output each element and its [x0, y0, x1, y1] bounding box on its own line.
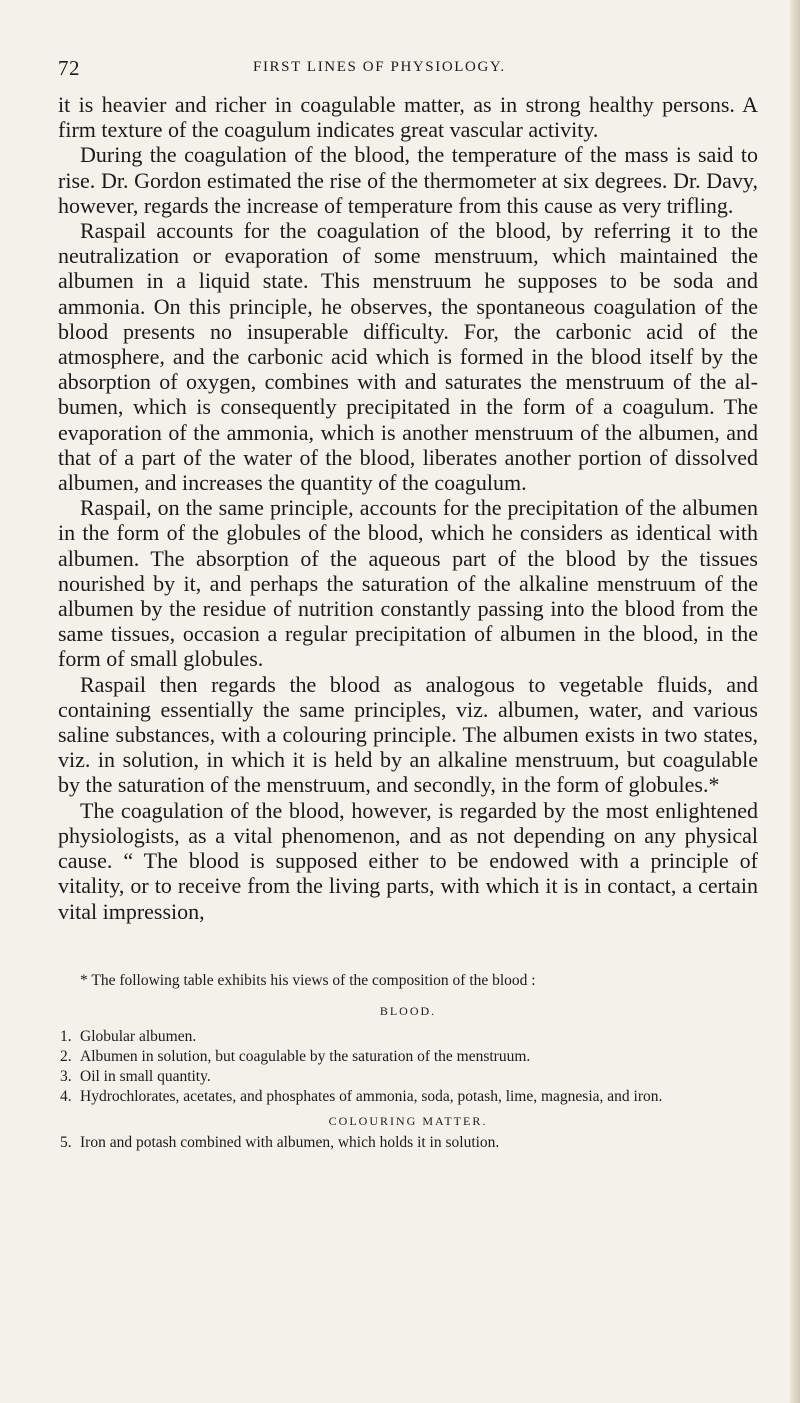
running-head-title: FIRST LINES OF PHYSIOLOGY.	[253, 59, 506, 75]
footnote-item: 3. Oil in small quantity.	[60, 1068, 211, 1085]
footnote-subheading: COLOURING MATTER.	[328, 1114, 488, 1128]
footnote-item-text: Hydrochlorates, acetates, and phosphates of ammonia, soda, potash, lime, magnesia, and iron.	[80, 1088, 663, 1105]
footnote-item: 4. Hydrochlorates, acetates, and phosphates of ammonia, soda, potash, lime, magnesia, and iron.	[60, 1088, 663, 1105]
footnote-item-text: Globular albumen.	[80, 1028, 197, 1045]
paragraph-6: The coagulation of the blood, however, is regarded by the most enlightened physiologists, as a vital phenomenon, and as not depending on any physical cause. “ The blood is supposed either to be endowed with a principle of vitality, or to receive from the living parts, with which it is in contact, a certain vital impression,	[58, 797, 758, 924]
paragraph-2: During the coagulation of the blood, the temperature of the mass is said to rise. Dr. Gordon estimated the rise of the thermometer at six degrees. Dr. Davy, however, regards the increase of temperature from this cause as very trifling.	[58, 142, 758, 218]
paragraph-4: Raspail, on the same principle, accounts for the precipitation of the albumen in the form of the globules of the blood, which he considers as identical with albumen. The absorption of the aqueous part of the blood by the tissues nourished by it, and perhaps the saturation of the alkaline menstruum of the albumen by the residue of nutrition constantly passing into the blood from the same tissues, occasion a regular precipitation of albumen in the blood, in the form of small globules.	[58, 495, 758, 672]
body-text	[58, 92, 758, 924]
footnote-item-text: Oil in small quantity.	[80, 1068, 211, 1085]
footnote-item-text: Iron and potash combined with albumen, which holds it in solution.	[80, 1134, 500, 1151]
paragraph-1: it is heavier and richer in coagulable matter, as in strong healthy persons. A firm texture of the coagulum indicates great vascular activity.	[58, 92, 758, 143]
footnote-list	[58, 1028, 758, 1106]
page-number: 72	[58, 56, 80, 80]
page-edge	[790, 0, 800, 1403]
footnote-item: 5. Iron and potash combined with albumen, which holds it in solution.	[60, 1134, 500, 1151]
running-head	[58, 56, 758, 80]
paragraph-5: Raspail then regards the blood as analogous to vegetable fluids, and containing essentially the same principles, viz. albumen, water, and various saline substances, with a colouring principle. The albumen exists in two states, viz. in solution, in which it is held by an alkaline menstruum, but coagulable by the saturation of the menstruum, and secondly, in the form of globules.*	[58, 671, 758, 798]
paragraph-3: Raspail accounts for the coagulation of the blood, by referring it to the neutralization or evaporation of some menstruum, which maintained the albumen in a liquid state. This menstruum he supposes to be soda and ammonia. On this principle, he observes, the spontaneous coagulation of the blood presents no insuperable difficulty. For, the carbonic acid of the atmosphere, and the carbonic acid which is formed in the blood itself by the absorption of oxygen, combines with and saturates the menstruum of the albumen, which is consequently precipitated in the form of a coagulum. The evaporation of the ammonia, which is another menstruum of the albumen, and that of a part of the water of the blood, liberates another portion of dissolved albumen, and increases the quantity of the coagulum.	[58, 218, 758, 496]
footnote-item: 2. Albumen in solution, but coagulable by the saturation of the menstruum.	[60, 1048, 531, 1065]
footnote-table-heading: BLOOD.	[379, 1004, 437, 1018]
footnote-list-2	[58, 1134, 758, 1152]
footnote-item: 1. Globular albumen.	[60, 1028, 197, 1045]
footnote-intro: * The following table exhibits his views of the composition of the blood :	[80, 972, 536, 989]
footnote-item-text: Albumen in solution, but coagulable by the saturation of the menstruum.	[80, 1048, 531, 1065]
footnote	[58, 972, 758, 1154]
